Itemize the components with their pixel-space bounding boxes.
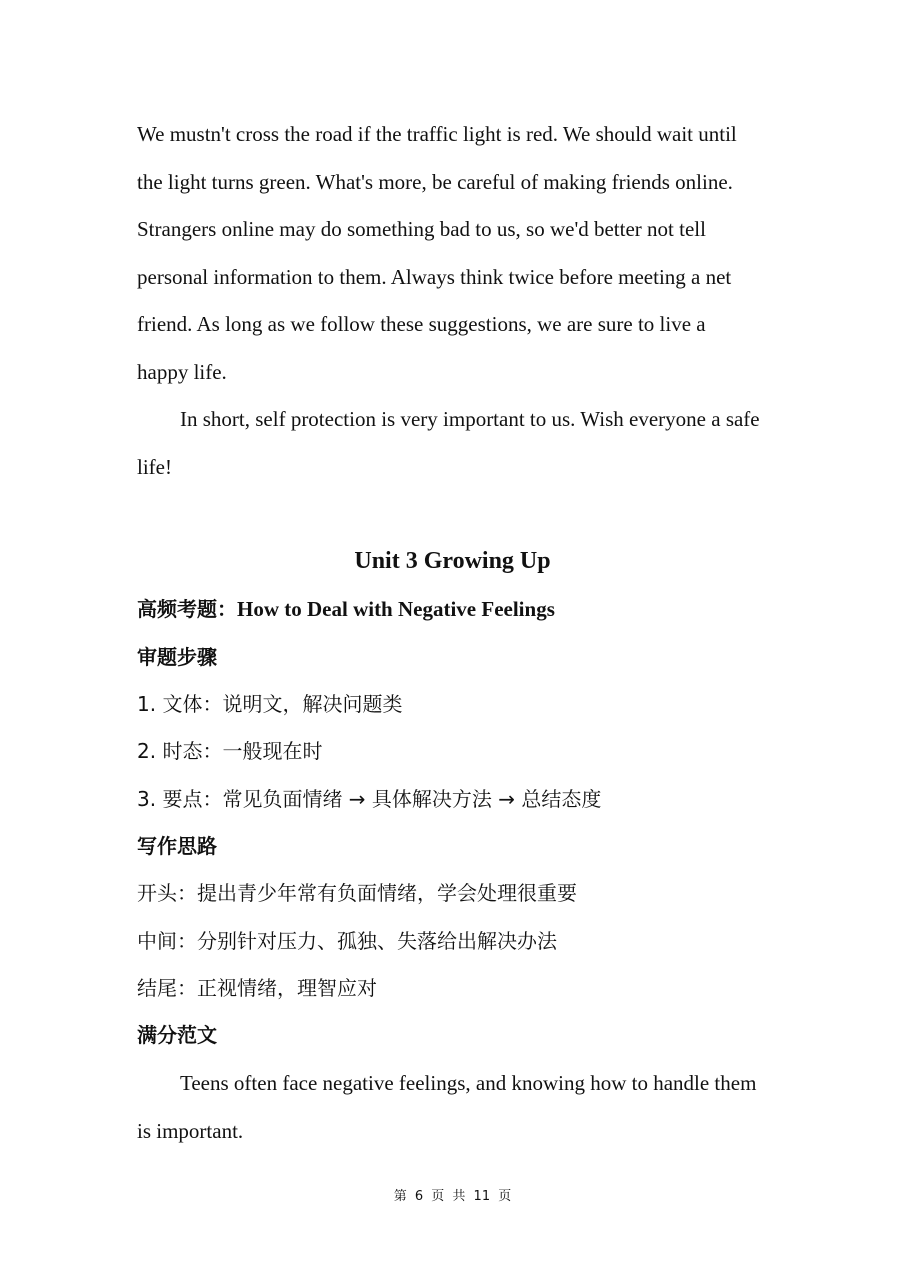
sample-heading: 满分范文: [137, 1023, 217, 1047]
unit-title: Unit 3 Growing Up: [354, 548, 551, 574]
outline-item: 中间：分别针对压力、孤独、失落给出解决办法: [137, 929, 557, 953]
topic-line: [137, 595, 555, 623]
essay-line: friend. As long as we follow these suggestions, we are sure to live a: [137, 312, 706, 336]
essay-line: the light turns green. What's more, be careful of making friends online.: [137, 170, 733, 194]
essay-line: Strangers online may do something bad to us, so we'd better not tell: [137, 217, 706, 241]
essay-conclusion-line: life!: [137, 455, 172, 479]
topic-title: How to Deal with Negative Feelings: [237, 597, 555, 621]
sample-line: is important.: [137, 1119, 244, 1143]
essay-line: We mustn't cross the road if the traffic light is red. We should wait until: [137, 122, 737, 146]
outline-heading: 写作思路: [137, 834, 217, 858]
topic-label: 高频考题：: [137, 597, 237, 621]
essay-line: happy life.: [137, 360, 227, 384]
outline-item: 开头：提出青少年常有负面情绪，学会处理很重要: [137, 881, 577, 905]
sample-line: Teens often face negative feelings, and knowing how to handle them: [180, 1071, 757, 1095]
essay-line: personal information to them. Always think twice before meeting a net: [137, 265, 732, 289]
analysis-heading: 审题步骤: [137, 645, 217, 669]
page-number-footer: 第 6 页 共 11 页: [393, 1189, 512, 1204]
outline-item: 结尾：正视情绪，理智应对: [137, 976, 377, 1000]
analysis-item: 3. 要点：常见负面情绪 → 具体解决方法 → 总结态度: [137, 787, 602, 811]
analysis-item: 2. 时态：一般现在时: [137, 739, 323, 763]
analysis-item: 1. 文体：说明文，解决问题类: [137, 692, 403, 716]
essay-conclusion-line: In short, self protection is very important to us. Wish everyone a safe: [180, 407, 760, 431]
